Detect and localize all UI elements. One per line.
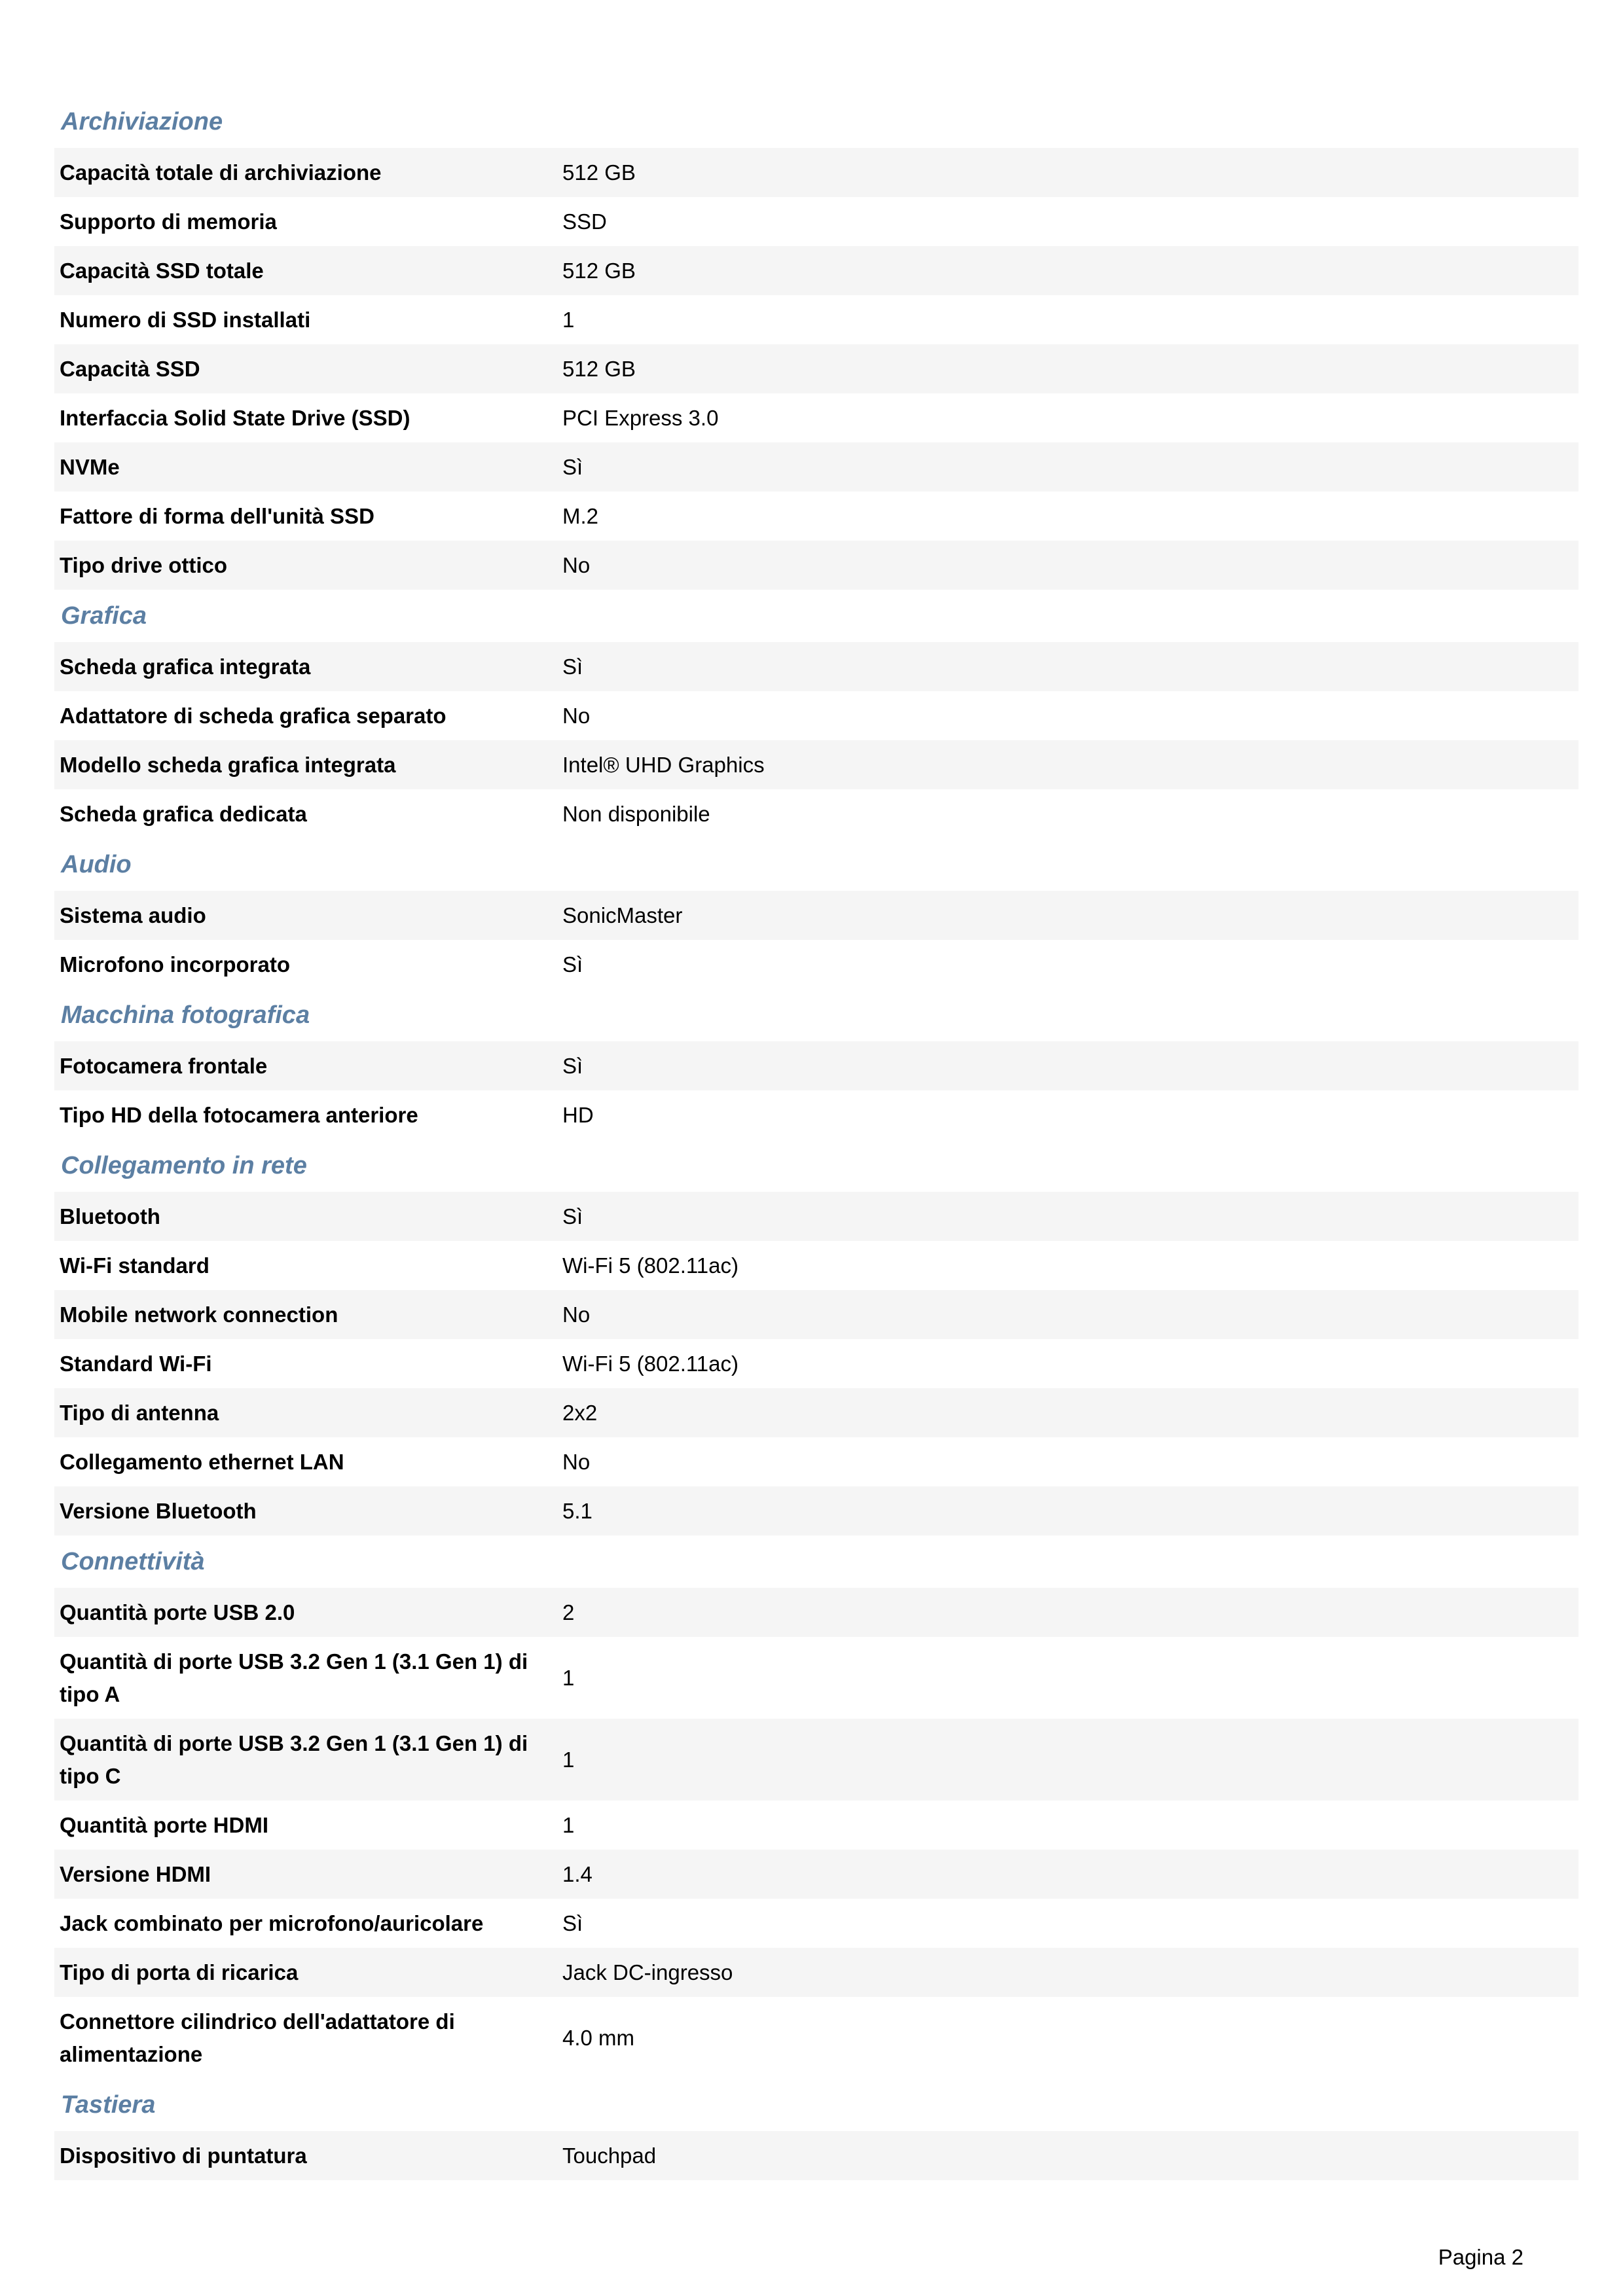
spec-value: Sì <box>562 654 583 679</box>
spec-label: NVMe <box>60 454 120 479</box>
spec-value: 2 <box>562 1600 575 1624</box>
section-tastiera <box>54 2079 1578 2180</box>
spec-value: Sì <box>562 1053 583 1078</box>
spec-label: Interfaccia Solid State Drive (SSD) <box>60 405 410 430</box>
spec-row <box>54 1948 1578 1997</box>
section-title: Collegamento in rete <box>61 1152 307 1179</box>
spec-value: SSD <box>562 209 607 234</box>
spec-value: No <box>562 703 591 728</box>
spec-label: Standard Wi-Fi <box>60 1351 212 1376</box>
spec-label: Capacità SSD <box>60 356 200 381</box>
spec-row <box>54 2131 1578 2180</box>
section-title: Tastiera <box>61 2091 156 2119</box>
spec-label: Dispositivo di puntatura <box>60 2143 307 2168</box>
spec-row <box>54 740 1578 789</box>
spec-label: Fattore di forma dell'unità SSD <box>60 503 374 528</box>
spec-label: Capacità totale di archiviazione <box>60 160 382 185</box>
spec-row <box>54 1588 1578 1637</box>
spec-value: HD <box>562 1102 594 1127</box>
spec-value: 1 <box>562 1747 575 1772</box>
section-collegamento-in-rete <box>54 1139 1578 1535</box>
section-title: Archiviazione <box>61 108 223 135</box>
section-archiviazione <box>54 96 1578 590</box>
spec-row <box>54 1801 1578 1850</box>
spec-value: Jack DC-ingresso <box>562 1960 733 1984</box>
spec-value: Sì <box>562 1910 583 1935</box>
spec-label: Tipo di antenna <box>60 1400 219 1425</box>
spec-row <box>54 1850 1578 1899</box>
spec-label: Versione Bluetooth <box>60 1498 257 1523</box>
spec-row <box>54 246 1578 295</box>
spec-value: PCI Express 3.0 <box>562 405 719 430</box>
spec-label: Collegamento ethernet LAN <box>60 1449 344 1474</box>
spec-row <box>54 148 1578 197</box>
spec-label: Jack combinato per microfono/auricolare <box>60 1910 484 1935</box>
spec-row <box>54 1192 1578 1241</box>
spec-label: Mobile network connection <box>60 1302 338 1327</box>
spec-value: Sì <box>562 1204 583 1229</box>
spec-row <box>54 1090 1578 1139</box>
spec-label: Quantità porte HDMI <box>60 1812 268 1837</box>
spec-row <box>54 940 1578 989</box>
spec-value: No <box>562 552 591 577</box>
spec-label: Scheda grafica integrata <box>60 654 311 679</box>
spec-value: Intel® UHD Graphics <box>562 752 765 777</box>
spec-row <box>54 891 1578 940</box>
spec-label: Fotocamera frontale <box>60 1053 268 1078</box>
spec-row <box>54 642 1578 691</box>
spec-value: SonicMaster <box>562 903 683 927</box>
spec-value: 5.1 <box>562 1498 593 1523</box>
spec-label: Tipo HD della fotocamera anteriore <box>60 1102 418 1127</box>
spec-row <box>54 344 1578 393</box>
spec-value: 1 <box>562 1812 575 1837</box>
spec-sheet <box>54 96 1578 2180</box>
spec-label: Numero di SSD installati <box>60 307 311 332</box>
spec-label: Supporto di memoria <box>60 209 277 234</box>
spec-row <box>54 1041 1578 1090</box>
spec-value: 512 GB <box>562 258 636 283</box>
spec-value: Sì <box>562 454 583 479</box>
spec-row <box>54 541 1578 590</box>
spec-label: Wi-Fi standard <box>60 1253 210 1278</box>
spec-label: Sistema audio <box>60 903 206 927</box>
section-connettivita <box>54 1535 1578 2079</box>
section-macchina-fotografica <box>54 989 1578 1139</box>
spec-value: No <box>562 1449 591 1474</box>
spec-label: Connettore cilindrico dell'adattatore di alimentazione <box>60 2009 455 2066</box>
spec-row <box>54 1339 1578 1388</box>
spec-row <box>54 1637 1578 1719</box>
section-title: Macchina fotografica <box>61 1001 310 1029</box>
spec-label: Quantità di porte USB 3.2 Gen 1 (3.1 Gen 1) di tipo C <box>60 1731 528 1788</box>
spec-row <box>54 1486 1578 1535</box>
spec-label: Capacità SSD totale <box>60 258 264 283</box>
spec-row <box>54 789 1578 838</box>
spec-row <box>54 197 1578 246</box>
section-grafica <box>54 590 1578 838</box>
spec-row <box>54 691 1578 740</box>
spec-row <box>54 1241 1578 1290</box>
spec-value: Sì <box>562 952 583 977</box>
spec-row <box>54 1388 1578 1437</box>
spec-value: 2x2 <box>562 1400 598 1425</box>
spec-value: 1.4 <box>562 1861 593 1886</box>
spec-label: Bluetooth <box>60 1204 160 1229</box>
spec-value: 512 GB <box>562 356 636 381</box>
spec-row <box>54 1719 1578 1801</box>
spec-label: Tipo drive ottico <box>60 552 228 577</box>
spec-value: Wi-Fi 5 (802.11ac) <box>562 1253 739 1278</box>
spec-row <box>54 1290 1578 1339</box>
spec-row <box>54 393 1578 442</box>
spec-label: Quantità di porte USB 3.2 Gen 1 (3.1 Gen 1) di tipo A <box>60 1649 528 1706</box>
spec-label: Scheda grafica dedicata <box>60 801 307 826</box>
spec-value: Non disponibile <box>562 801 710 826</box>
spec-label: Modello scheda grafica integrata <box>60 752 396 777</box>
spec-label: Tipo di porta di ricarica <box>60 1960 299 1984</box>
spec-row <box>54 1899 1578 1948</box>
section-audio <box>54 838 1578 989</box>
spec-value: Touchpad <box>562 2143 657 2168</box>
spec-row <box>54 295 1578 344</box>
section-title: Connettività <box>61 1548 205 1575</box>
spec-value: 512 GB <box>562 160 636 185</box>
spec-value: M.2 <box>562 503 599 528</box>
page-number: Pagina 2 <box>1438 2245 1523 2269</box>
section-title: Audio <box>61 851 132 878</box>
spec-label: Adattatore di scheda grafica separato <box>60 703 447 728</box>
spec-value: 1 <box>562 307 575 332</box>
spec-value: 1 <box>562 1665 575 1690</box>
section-title: Grafica <box>61 602 147 630</box>
spec-row <box>54 442 1578 492</box>
spec-label: Quantità porte USB 2.0 <box>60 1600 295 1624</box>
spec-row <box>54 1997 1578 2079</box>
spec-value: No <box>562 1302 591 1327</box>
spec-value: 4.0 mm <box>562 2025 635 2050</box>
spec-row <box>54 492 1578 541</box>
spec-value: Wi-Fi 5 (802.11ac) <box>562 1351 739 1376</box>
spec-label: Versione HDMI <box>60 1861 211 1886</box>
spec-row <box>54 1437 1578 1486</box>
spec-label: Microfono incorporato <box>60 952 290 977</box>
